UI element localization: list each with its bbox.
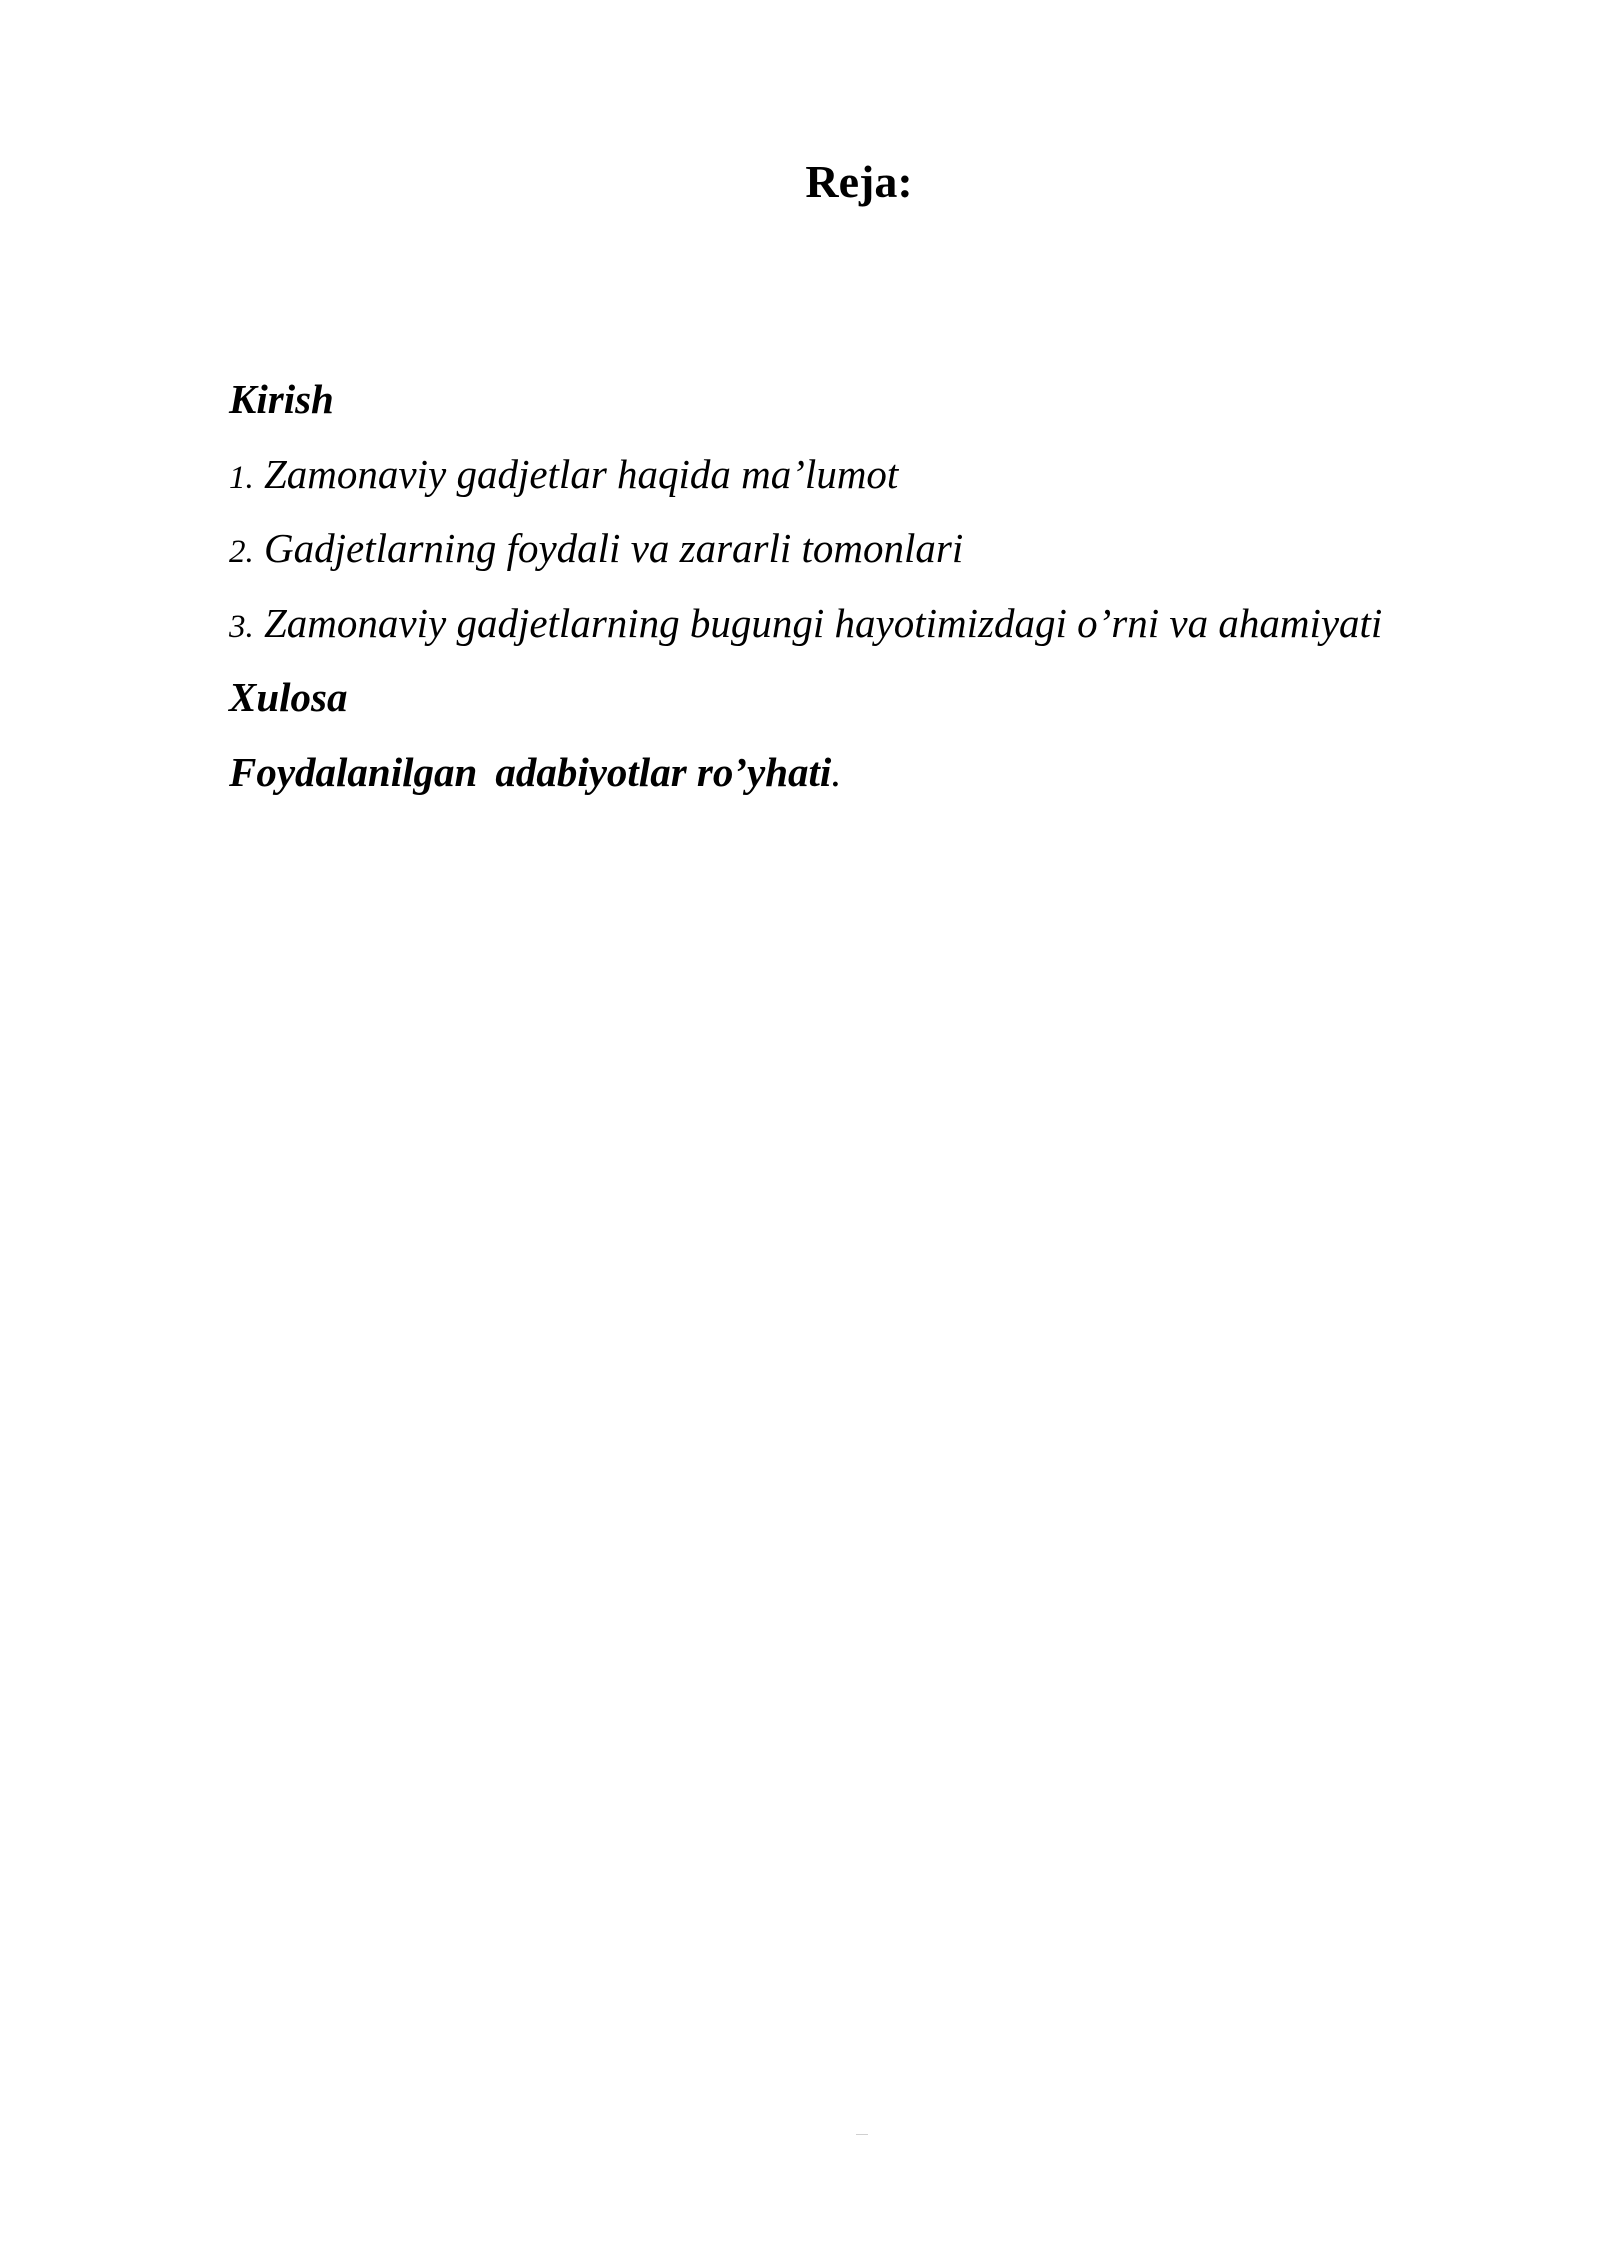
plan-item-number: 2.	[229, 534, 254, 571]
plan-item-number: 1.	[229, 459, 254, 496]
plan-item-text: Zamonaviy gadjetlarning bugungi hayotimizdagi o’rni va ahamiyati	[264, 599, 1383, 646]
plan-item-text: Gadjetlarning foydali va zararli tomonlari	[264, 525, 964, 572]
plan-list	[229, 369, 1529, 817]
plan-item-2	[229, 518, 1529, 593]
references-part-2: adabiyotlar ro’yhati	[495, 748, 832, 795]
plan-item-references	[229, 742, 1529, 817]
plan-item-3	[229, 593, 1529, 668]
references-part-1: Foydalanilgan	[229, 748, 478, 795]
page-footer-mark	[856, 2134, 868, 2135]
plan-item-number: 3.	[229, 608, 254, 645]
plan-item-1	[229, 444, 1529, 519]
references-period: .	[831, 748, 842, 795]
plan-item-conclusion: Xulosa	[229, 674, 348, 721]
plan-item-text: Zamonaviy gadjetlar haqida ma’lumot	[264, 450, 899, 497]
plan-item-intro: Kirish	[229, 376, 334, 422]
page-title: Reja:	[805, 156, 913, 207]
